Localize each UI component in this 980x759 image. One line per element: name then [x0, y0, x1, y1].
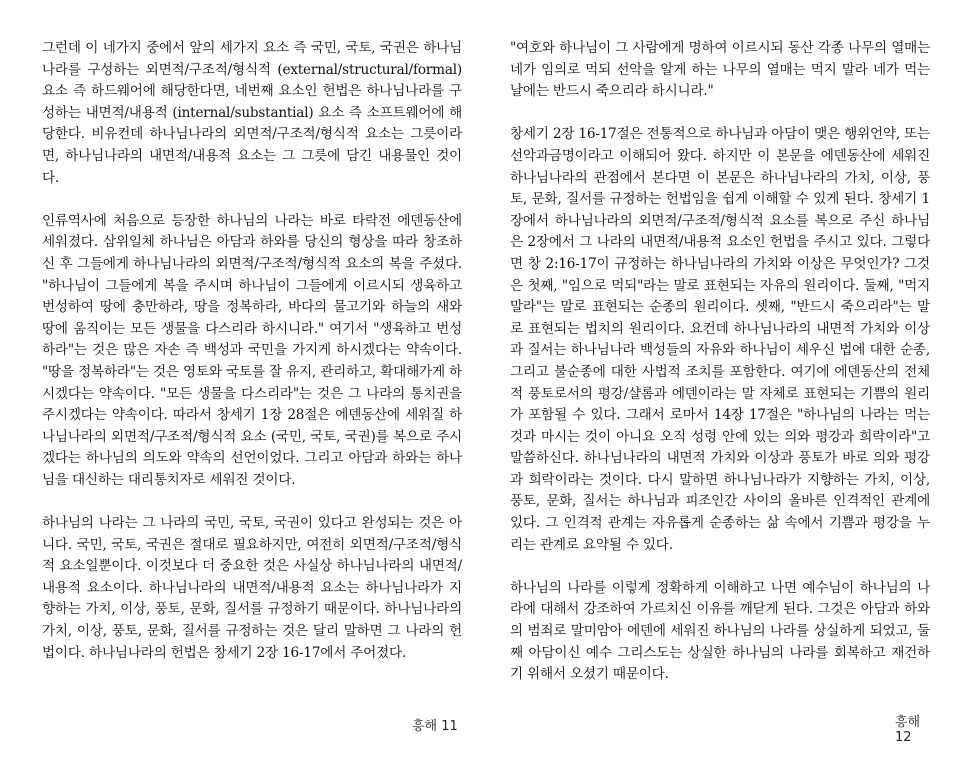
left-text-column	[42, 38, 462, 664]
right-page	[510, 0, 930, 759]
paragraph: 창세기 2장 16-17절은 전통적으로 하나님과 아담이 맺은 행위언약, 또는 선악과금명이라고 이해되어 왔다. 하지만 이 본문을 에덴동산에 세워진 하나님나라의 관점에서 본다면 이 본문은 하나님나라의 가치, 이상, 풍토, 문화, 질서를 규정하는 헌법임을 쉽게 이해할 수 있게 된다. 창세기 1장에서 하나님나라의 외면적/구조적/형식적 요소를 복으로 주신 하나님은 2장에서 그 나라의 내면적/내용적 요소인 헌법을 주시고 있다. 그렇다면 창 2:16-17이 규정하는 하나님나라의 가치와 이상은 무엇인가? 그것은 첫째, "임으로 먹되"라는 말로 표현되는 자유의 원리이다. 둘째, "먹지 말라"는 말로 표현되는 순종의 원리이다. 셋째, "반드시 죽으리라"는 말로 표현되는 법치의 원리이다. 요컨데 하나님나라의 내면적 가치와 이상과 질서는 하나님나라 백성들의 자유와 하나님이 세우신 법에 대한 순종, 그리고 불순종에 대한 사법적 조치를 포함한다. 여기에 에덴동산의 전체적 풍토로서의 평강/샬롬과 에덴이라는 말 자체로 표현되는 기쁨의 원리가 포함될 수 있다. 그래서 로마서 14장 17절은 "하나님의 나라는 먹는 것과 마시는 것이 아니요 오직 성령 안에 있는 의와 평강과 희락이라"고 말씀하신다. 하나님나라의 내면적 가치와 이상과 풍토가 바로 의와 평강과 희락이라는 것이다. 다시 말하면 하나님나라가 지향하는 가치, 이상, 풍토, 문화, 질서는 하나님과 피조인간 사이의 올바른 인격적인 관계에 있다. 그 인격적 관계는 자유롭게 순종하는 삶 속에서 기쁨과 평강을 누리는 관계로 요약될 수 있다.	[510, 126, 930, 553]
paragraph: 그런데 이 네가지 중에서 앞의 세가지 요소 즉 국민, 국토, 국권은 하나님나라를 구성하는 외면적/구조적/형식적 (external/structural/formal) 요소 즉 하드웨어에 해당한다면, 네번째 요소인 헌법은 하나님나라를 구성하는 내면적/내용적 (internal/substantial) 요소 즉 소프트웨어에 해당한다. 비유컨데 하나님나라의 외면적/구조적/형식적 요소는 그릇이라면, 하나님나라의 내면적/내용적 요소는 그 그릇에 담긴 내용물인 것이다.	[42, 40, 462, 186]
scripture-quote: "여호와 하나님이 그 사람에게 명하여 이르시되 동산 각종 나무의 열매는 네가 임의로 먹되 선악을 알게 하는 나무의 열매는 먹지 말라 네가 먹는 날에는 반드시 죽으리라 하시니라."	[510, 40, 930, 100]
page-number: 흥해 12	[895, 715, 921, 745]
paragraph: 인류역사에 처음으로 등장한 하나님의 나라는 바로 타락전 에덴동산에 세워졌다. 삼위일체 하나님은 아담과 하와를 당신의 형상을 따라 창조하신 후 그들에게 하나님나라의 외면적/구조적/형식적 요소의 복을 주셨다. "하나님이 그들에게 복을 주시며 하나님이 그들에게 이르시되 생육하고 번성하여 땅에 충만하라, 땅을 정복하라, 바다의 물고기와 하늘의 새와 땅에 움직이는 모든 생물을 다스리라 하시니라." 여기서 "생육하고 번성하라"는 것은 많은 자손 즉 백성과 국민을 가지게 하시겠다는 약속이다. "땅을 정복하라"는 것은 영토와 국토를 잘 유지, 관리하고, 확대해가게 하시겠다는 약속이다. "모든 생물을 다스리라"는 것은 그 나라의 통치권을 주시겠다는 약속이다. 따라서 창세기 1장 28절은 에덴동산에 세워질 하나님나라의 외면적/구조적/형식적 요소 (국민, 국토, 국권)를 복으로 주시겠다는 하나님의 의도와 약속의 선언이었다. 그리고 아담과 하와는 하나님을 대신하는 대리통치자로 세워진 것이다.	[42, 212, 462, 488]
right-text-column	[510, 38, 930, 686]
left-page	[42, 0, 462, 759]
page-number: 흥해 11	[412, 719, 458, 734]
paragraph: 하나님의 나라를 이렇게 정확하게 이해하고 나면 예수님이 하나님의 나라에 대해서 강조하여 가르치신 이유를 깨닫게 된다. 그것은 아담과 하와의 범죄로 말미암아 에덴에 세워진 하나님의 나라를 상실하게 되었고, 둘째 아담이신 예수 그리스도는 상실한 하나님의 나라를 회복하고 재건하기 위해서 오셨기 때문이다.	[510, 579, 930, 683]
paragraph: 하나님의 나라는 그 나라의 국민, 국토, 국권이 있다고 완성되는 것은 아니다. 국민, 국토, 국권은 절대로 필요하지만, 여전히 외면적/구조적/형식적 요소일뿐이다. 이것보다 더 중요한 것은 사실상 하나님나라의 내면적/내용적 요소이다. 하나님나라의 내면적/내용적 요소는 하나님나라가 지향하는 가치, 이상, 풍토, 문화, 질서를 규정하기 때문이다. 하나님나라의 가치, 이상, 풍토, 문화, 질서를 규정하는 것은 달리 말하면 그 나라의 헌법이다. 하나님나라의 헌법은 창세기 2장 16-17에서 주어졌다.	[42, 515, 462, 661]
